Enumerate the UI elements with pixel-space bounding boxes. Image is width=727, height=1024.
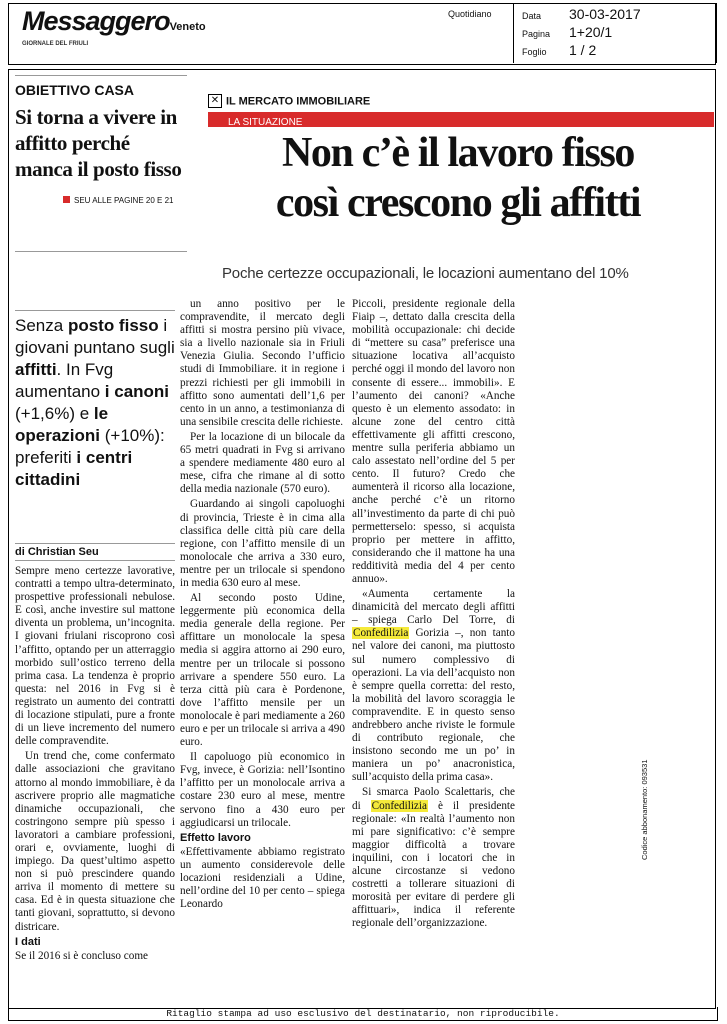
teaser-title: Si torna a vivere in affitto perché manca il posto fisso [15,105,182,181]
summary-k1: posto fisso [67,316,159,335]
col3-p2b: Gorizia –, non tanto nel valore dei canoni, ma piuttosto sul numero complessivo di operazioni. La via dell’acquisto non è sempre quella corretta: del resto, la mobilità del lavoro scoraggia le compravendite. E in questo senso andrebbero anche riviste le formule di contributo regionale, che insistono secondo me un po’ in maniera un po’ anacronistica, sull’acquisto della prima casa». [352,627,515,784]
col1-p2: Un trend che, come confermato dalle associazioni che gravitano attorno al mondo immobiliare, è da ascrivere proprio alle magmatiche dinamiche occupazionali, che costringono sempre più spesso i lavoratori a cambiare professioni, orari e, ovviamente, luoghi di impiego. Da quest’ultimo aspetto non si può prescindere quando arriva il momento di mettere su casa. Ed è in questa situazione che tanti giovani, soprattutto, si devono districare. [15,750,175,933]
section-header [208,92,370,110]
teaser-see [15,196,187,205]
summary-t1: Senza [15,316,68,335]
cross-box-icon: ✕ [208,94,222,108]
logo-text: Messaggero [22,6,170,36]
col2-p3: Guardando ai singoli capoluoghi di provincia, Trieste è in cima alla classifica delle città più care della regione, con l’affitto mensile di un monolocale che arriva a 330 euro, mentre per un trilocale si spendono in media 630 euro al mese. [180,498,345,589]
col3-p2 [352,588,515,784]
summary-t5: (+10%): preferiti [15,426,165,467]
col2-p4: Al secondo posto Udine, leggermente più economica della media generale della regione. Per affittare un monolocale la spesa media si aggira attorno ai 290 euro, mentre per un trilocale si possono arrivare a spendere 550 euro. La terza città più cara è Pordenone, dove l’affitto mensile per un monolocale è pari mediamente a 260 euro e per un trilocale si arriva a 490 euro. [180,592,345,749]
headline-line2: così crescono gli affitti [275,180,641,226]
col1-p3: Se il 2016 si è concluso come [15,949,148,962]
summary-t4: (+1,6%) e [15,404,94,423]
summary-k5: i centri cittadini [15,448,133,489]
logo-subtitle: GIORNALE DEL FRIULI [22,41,89,47]
col2-subhead: Effetto lavoro [180,831,251,844]
col2-p6: «Effettivamente abbiamo registrato un aumento considerevole delle locazioni residenziali a Udine, nell’ordine del 10 per cento – spiega Leonardo [180,845,345,911]
publication-type: Quotidiano [448,9,492,19]
subscription-code: Codice abbonamento: 093531 [640,759,649,860]
footer-notice: Ritaglio stampa ad uso esclusivo del destinatario, non riproducibile. [8,1007,718,1021]
masthead-logo [22,6,206,37]
col3-p3b: è il presidente regionale: «In realtà l’aumento non mi pare significativo: c’è sempre maggior difficoltà a trovare inquilini, con i locatori che in alcune circostanze si vedono costretti a tollerare situazioni di morosità per evitare di perdere gli affittuari», indica il referente regionale dell’organizzazione. [352,799,516,930]
sheet-label: Foglio [522,47,547,57]
column-3 [352,298,515,933]
section-band-text: LA SITUAZIONE [228,117,303,128]
col3-p2a: «Aumenta certamente la dinamicità del mercato degli affitti – spiega Carlo Del Torre, di [352,588,515,627]
confedilizia-highlight-1: Confedilizia [353,627,409,640]
column-1 [15,565,175,965]
teaser-see-text: SEU ALLE PAGINE 20 E 21 [74,196,174,205]
teaser-box [15,75,187,252]
sheet-value: 1 / 2 [569,42,597,58]
col3-p1: Piccoli, presidente regionale della Fiaip –, dettato dalla crescita della mobilità occupazionale: chi decide di “mettere su casa” preferisce una situazione locativa all’acquisto perché oggi il mondo del lavoro non consente di essere... immobili». E l’aumento dei canoni? «Anche questo è un elemento assodato: in alcune zone del centro città effettivamente gli affitti crescono, mentre sulla periferia abbiamo un calo assestato nell’ordine del 5 per cento. Il futuro? Credo che aumenterà il ricorso alla locazione, anche perché c’è un ritorno all’investimento da parte di chi può permetterselo: spesso, si acquista proprio per mettere in affitto, considerando che il mattone ha una redditività media del 4 per cento annuo». [352,298,515,585]
logo-region: Veneto [169,21,206,33]
summary-t2: i giovani puntano sugli [15,316,175,357]
headline-line1: Non c’è il lavoro fisso [282,130,634,176]
teaser-kicker: OBIETTIVO CASA [15,82,135,98]
col2-p2: Per la locazione di un bilocale da 65 metri quadrati in Fvg si arrivano a spendere mediamente 480 euro al mese, cifra che rimane al di sotto della media nazionale (570 euro). [180,430,345,496]
col3-p3 [352,786,515,930]
red-square-icon [63,196,70,203]
summary-box [15,310,175,491]
summary-k3: i canoni [104,382,170,401]
col2-p5: Il capoluogo più economico in Fvg, invece, è Gorizia: nell’Isontino l’affitto per un monolocale arriva a costare 230 euro al mese, mentre servono fino a 430 euro per aggiudicarsi un trilocale. [180,751,345,829]
confedilizia-highlight-2: Confedilizia [371,799,427,812]
meta-divider-2 [716,3,717,63]
col2-p1: un anno positivo per le compravendite, il mercato degli affitti si mostra persino più vivace, sia a livello nazionale sia in Friuli Venezia Giulia. Secondo l’ufficio studi di Immobiliare. it in regione i prezzi richiesti per gli immobili in affitto sono aumentati dell’1,6 per cento in un anno, a testimonianza di una sensibile crescita delle richieste. [180,298,345,428]
section-label: IL MERCATO IMMOBILIARE [226,95,371,108]
col1-p1: Sempre meno certezze lavorative, contratti a tempo ultra-determinato, prospettive professionali nebulose. E così, anche investire sul mattone diventa un problema, un’incognita. I giovani friulani riscoprono così l’affitto, optando per un atterraggio morbido sull’ostico terreno della prima casa. La tendenza è proprio questa: nel 2016 in Fvg si è registrato un aumento dei contratti di locazione stipulati, pure a fronte di un lieve incremento del numero delle compravendite. [15,565,175,748]
page-label: Pagina [522,29,551,39]
date-value: 30-03-2017 [569,6,641,22]
date-label: Data [522,11,542,21]
column-2 [180,298,345,913]
headline-subtitle: Poche certezze occupazionali, le locazioni aumentano del 10% [222,265,629,282]
meta-divider-1 [513,3,514,63]
page-value: 1+20/1 [569,24,613,40]
summary-k4: le operazioni [15,404,109,445]
col1-subhead: I dati [15,935,41,948]
col3-p3a: Si smarca Paolo Scalettaris, che di [352,786,515,812]
summary-k2: affitti [15,360,57,379]
byline: di Christian Seu [15,543,175,561]
summary-t3: . In Fvg aumentano [15,360,114,401]
section-band [208,112,714,127]
